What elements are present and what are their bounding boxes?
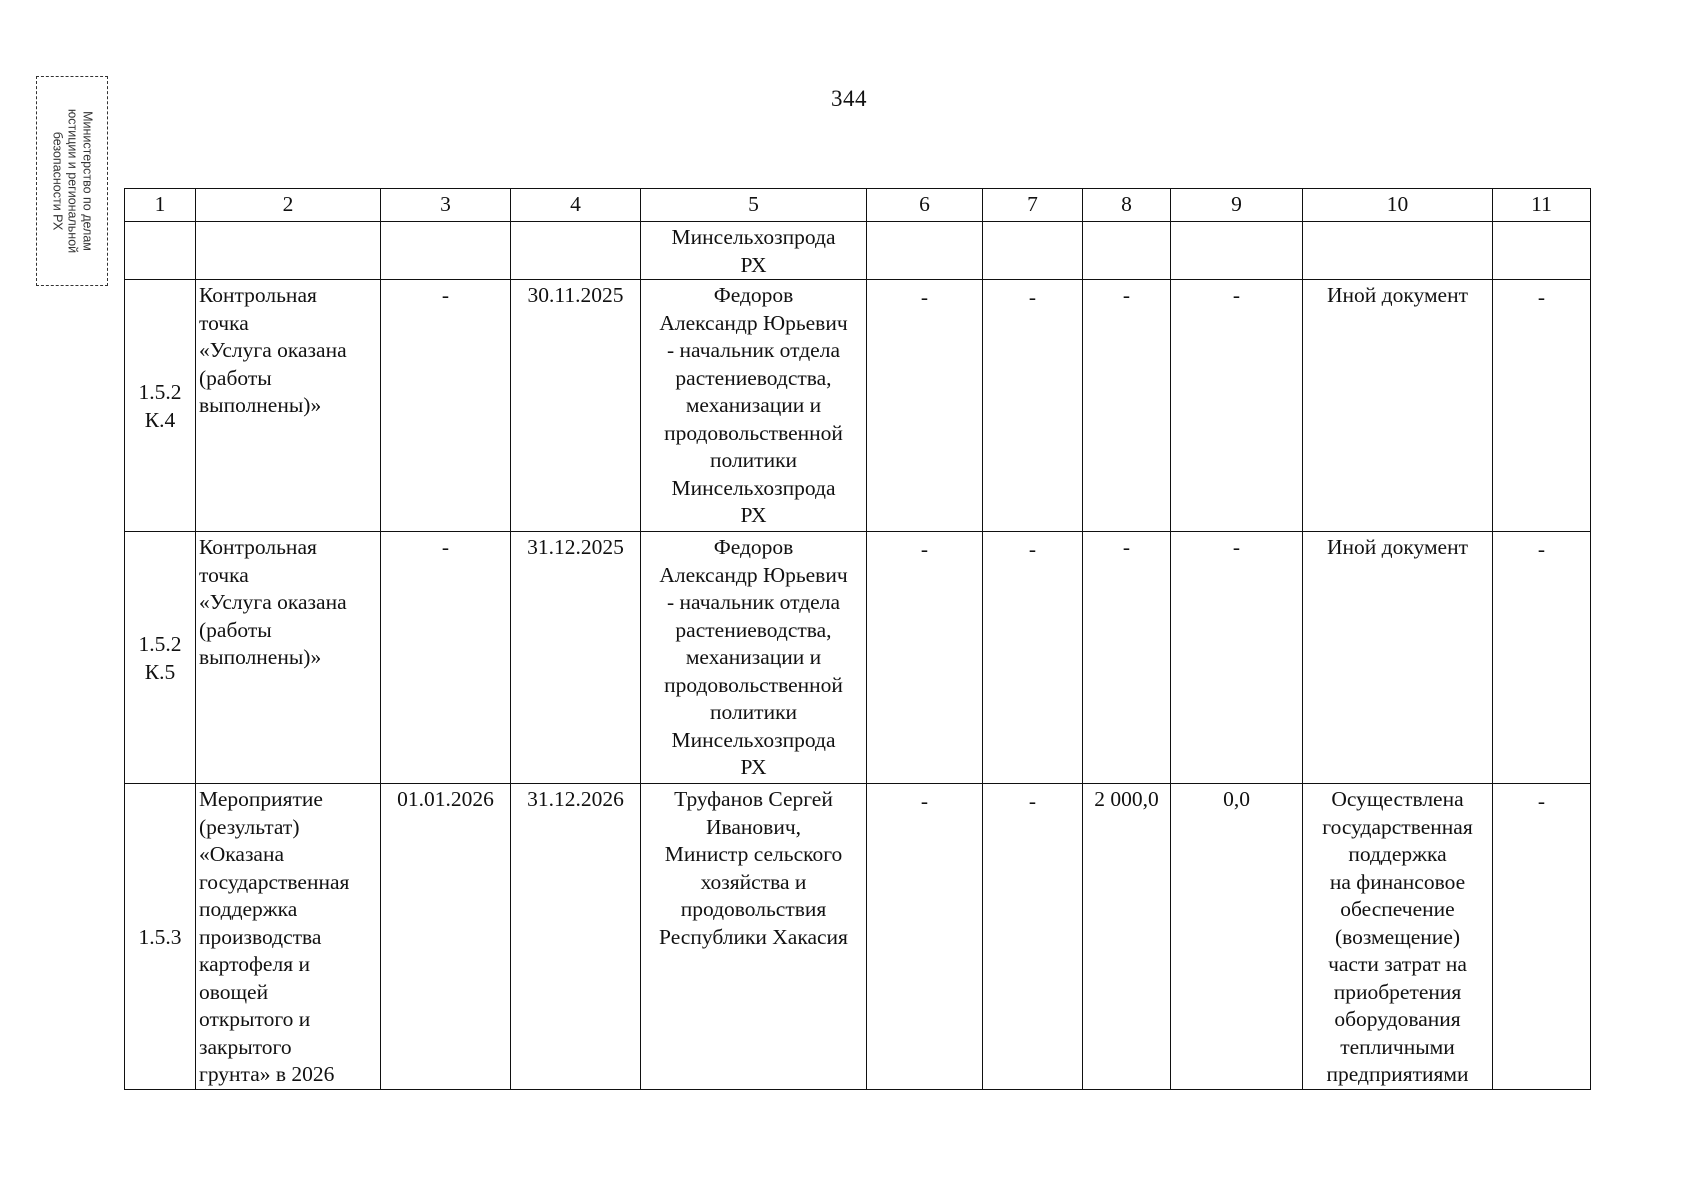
item-number-cell — [125, 784, 196, 1090]
responsible-line: Федоров — [713, 283, 794, 307]
column-9-cell: 0,0 — [1171, 784, 1303, 1090]
end-date-cell: 31.12.2026 — [511, 784, 641, 1090]
item-name-line: выполнены)» — [199, 645, 322, 669]
registration-stamp — [36, 76, 108, 286]
item-name-line: (работы — [199, 365, 272, 390]
responsible-line: Александр Юрьевич — [659, 562, 848, 587]
column-11-cell: - — [1493, 532, 1591, 784]
start-date-cell: - — [381, 280, 511, 532]
item-name-line: «Оказана — [199, 842, 285, 866]
item-name-line: точка — [199, 310, 249, 335]
item-number-line: 1.5.2 — [138, 380, 182, 404]
column-7-cell — [983, 222, 1083, 280]
item-name-cell — [196, 280, 381, 532]
column-9-cell — [1171, 222, 1303, 280]
item-name-cell — [196, 532, 381, 784]
result-document-line: предприятиями — [1326, 1062, 1469, 1086]
stamp-text — [50, 83, 95, 279]
column-8-cell — [1083, 222, 1171, 280]
start-date-cell: - — [381, 532, 511, 784]
responsible-line: РХ — [740, 755, 767, 779]
item-name-line: «Услуга оказана — [199, 338, 347, 362]
result-document-line: оборудования — [1334, 1007, 1461, 1031]
start-date-cell: 01.01.2026 — [381, 784, 511, 1090]
item-number-line: К.4 — [144, 407, 176, 432]
result-document-line: обеспечение — [1340, 897, 1455, 921]
responsible-line: продовольственной — [664, 672, 843, 697]
item-name-line: (работы — [199, 617, 272, 642]
responsible-cell — [641, 784, 867, 1090]
responsible-line: Труфанов Сергей — [674, 787, 833, 811]
item-number-line: К.5 — [144, 659, 176, 684]
responsible-line: - начальник отдела — [667, 590, 840, 614]
column-8-cell: - — [1083, 280, 1171, 532]
stamp-line-3: безопасности РХ — [50, 131, 65, 231]
responsible-line: РХ — [740, 252, 767, 277]
table-row — [125, 784, 1591, 1090]
column-7-cell: - — [983, 532, 1083, 784]
column-6-cell: - — [867, 532, 983, 784]
result-document-line: Осуществлена — [1331, 787, 1464, 811]
item-number-cell — [125, 222, 196, 280]
responsible-line: РХ — [740, 503, 767, 527]
column-7-cell: - — [983, 280, 1083, 532]
item-number-cell — [125, 280, 196, 532]
column-number-8: 8 — [1083, 189, 1171, 222]
responsible-line: политики — [709, 448, 798, 472]
responsible-line: Министр сельского — [664, 842, 843, 866]
result-document-line: тепличными — [1340, 1034, 1455, 1059]
responsible-line: Минсельхозпрода — [671, 225, 836, 249]
responsible-line: продовольствия — [680, 897, 827, 921]
responsible-line: Иванович, — [705, 814, 802, 839]
column-8-cell: 2 000,0 — [1083, 784, 1171, 1090]
table-row — [125, 222, 1591, 280]
item-name-line: поддержка — [199, 897, 298, 921]
item-name-line: Контрольная — [199, 283, 317, 307]
start-date-cell — [381, 222, 511, 280]
result-document-cell — [1303, 280, 1493, 532]
column-7-cell: - — [983, 784, 1083, 1090]
column-number-header-row — [125, 189, 1591, 222]
column-number-10: 10 — [1303, 189, 1493, 222]
column-11-cell: - — [1493, 280, 1591, 532]
responsible-line: растениеводства, — [675, 365, 832, 390]
result-document-line: Иной документ — [1326, 535, 1468, 559]
column-11-cell: - — [1493, 784, 1591, 1090]
responsible-cell — [641, 280, 867, 532]
page-number: 344 — [831, 86, 867, 111]
stamp-line-2: юстиции и региональной — [65, 108, 80, 254]
result-document-line: поддержка — [1348, 842, 1447, 866]
result-document-line: приобретения — [1333, 979, 1462, 1004]
column-6-cell — [867, 222, 983, 280]
column-11-cell — [1493, 222, 1591, 280]
table-row — [125, 280, 1591, 532]
responsible-line: Республики Хакасия — [659, 924, 848, 949]
item-name-line: картофеля и — [199, 952, 310, 976]
responsible-line: Александр Юрьевич — [659, 310, 848, 335]
item-name-line: (результат) — [199, 814, 300, 839]
result-document-line: Иной документ — [1326, 283, 1468, 307]
item-name-line: «Услуга оказана — [199, 590, 347, 614]
responsible-line: растениеводства, — [675, 617, 832, 642]
item-name-line: производства — [199, 924, 322, 949]
item-name-line: выполнены)» — [199, 393, 322, 417]
item-name-line: точка — [199, 562, 249, 587]
responsible-line: Минсельхозпрода — [671, 727, 836, 752]
end-date-cell — [511, 222, 641, 280]
responsible-line: механизации и — [685, 393, 822, 417]
table-row — [125, 532, 1591, 784]
column-6-cell: - — [867, 784, 983, 1090]
result-document-cell — [1303, 532, 1493, 784]
result-document-cell — [1303, 222, 1493, 280]
result-document-cell — [1303, 784, 1493, 1090]
column-number-5: 5 — [641, 189, 867, 222]
item-number-line: 1.5.2 — [138, 632, 182, 656]
responsible-line: политики — [709, 700, 798, 724]
item-name-cell — [196, 784, 381, 1090]
column-8-cell: - — [1083, 532, 1171, 784]
column-9-cell: - — [1171, 280, 1303, 532]
item-name-cell — [196, 222, 381, 280]
item-name-line: закрытого — [199, 1034, 292, 1059]
result-document-line: части затрат на — [1328, 952, 1467, 976]
column-number-4: 4 — [511, 189, 641, 222]
column-number-11: 11 — [1493, 189, 1591, 222]
item-name-line: государственная — [199, 869, 350, 894]
end-date-cell: 31.12.2025 — [511, 532, 641, 784]
responsible-cell — [641, 222, 867, 280]
result-document-line: на финансовое — [1329, 869, 1466, 894]
column-number-3: 3 — [381, 189, 511, 222]
responsible-line: хозяйства и — [700, 869, 807, 894]
responsible-line: продовольственной — [664, 420, 843, 445]
item-name-line: грунта» в 2026 — [199, 1062, 335, 1086]
result-document-line: государственная — [1322, 814, 1473, 839]
responsible-line: - начальник отдела — [667, 338, 840, 362]
item-name-line: Контрольная — [199, 535, 317, 559]
column-number-1: 1 — [125, 189, 196, 222]
result-document-line: (возмещение) — [1334, 924, 1461, 949]
column-6-cell: - — [867, 280, 983, 532]
item-number-line: 1.5.3 — [138, 924, 182, 949]
item-number-cell — [125, 532, 196, 784]
responsible-line: механизации и — [685, 645, 822, 669]
end-date-cell: 30.11.2025 — [511, 280, 641, 532]
item-name-line: овощей — [199, 979, 269, 1004]
item-name-line: открытого и — [199, 1007, 311, 1031]
column-9-cell: - — [1171, 532, 1303, 784]
responsible-cell — [641, 532, 867, 784]
column-number-7: 7 — [983, 189, 1083, 222]
column-number-2: 2 — [196, 189, 381, 222]
column-number-6: 6 — [867, 189, 983, 222]
responsible-line: Минсельхозпрода — [671, 475, 836, 500]
item-name-line: Мероприятие — [199, 787, 323, 811]
stamp-line-1: Министерство по делам — [80, 111, 95, 251]
plan-table — [124, 188, 1591, 1090]
responsible-line: Федоров — [713, 535, 794, 559]
column-number-9: 9 — [1171, 189, 1303, 222]
